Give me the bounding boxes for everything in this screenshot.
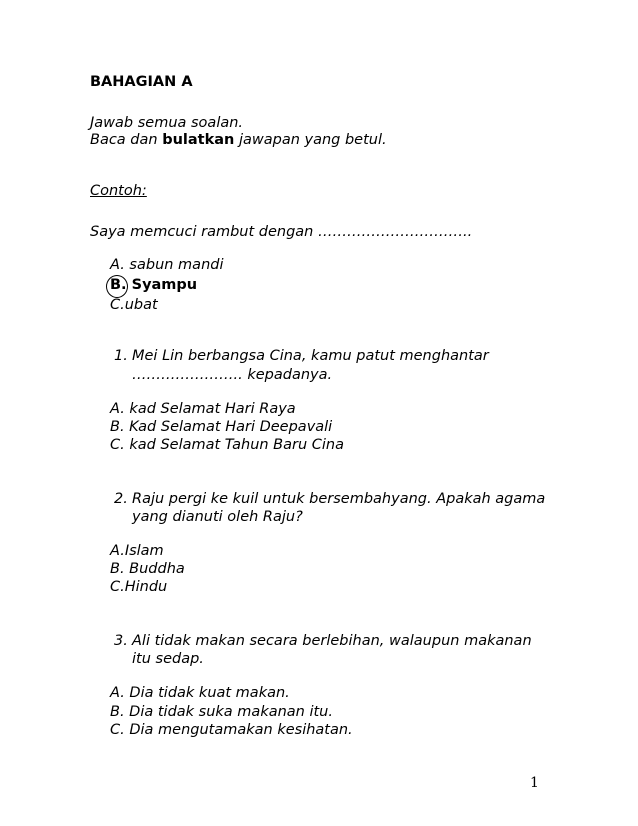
example-option-a xyxy=(110,256,224,274)
option-letter: C. xyxy=(110,297,125,313)
option-letter: B. xyxy=(110,277,127,293)
instruction-line-1: Jawab semua soalan. xyxy=(90,115,244,131)
instruction-line-2 xyxy=(90,131,387,149)
option-text: Kad Selamat Hari Deepavali xyxy=(129,419,333,435)
option-letter: B. xyxy=(110,704,125,720)
option-letter: C. xyxy=(110,579,125,595)
option-letter: B. xyxy=(110,419,125,435)
question-2-line-2: yang dianuti oleh Raju? xyxy=(132,509,303,525)
option-text: Buddha xyxy=(129,561,185,577)
question-1-option-b xyxy=(110,418,332,436)
option-text: Islam xyxy=(124,543,164,559)
question-3-option-b xyxy=(110,703,333,721)
question-1-option-a xyxy=(110,400,296,418)
option-text: Dia mengutamakan kesihatan. xyxy=(129,722,353,738)
option-text: Dia tidak kuat makan. xyxy=(129,685,290,701)
option-letter: B. xyxy=(110,561,125,577)
question-1-option-c xyxy=(110,436,344,454)
page-number: 1 xyxy=(530,775,539,791)
example-label: Contoh: xyxy=(90,183,147,199)
option-text: ubat xyxy=(124,297,158,313)
option-text: kad Selamat Hari Raya xyxy=(129,401,296,417)
example-option-c xyxy=(110,296,158,314)
option-letter: C. xyxy=(110,722,125,738)
question-3-option-a xyxy=(110,684,290,702)
option-text: Hindu xyxy=(124,579,168,595)
option-letter: C. xyxy=(110,437,125,453)
instruction-text-end: jawapan yang betul. xyxy=(234,132,387,148)
option-letter: A. xyxy=(110,257,125,273)
question-3-option-c xyxy=(110,721,353,739)
question-2-number: 2. xyxy=(114,491,128,507)
question-3-number: 3. xyxy=(114,633,128,649)
question-1-line-2: ………………….. kepadanya. xyxy=(132,367,333,383)
answer-circle xyxy=(106,275,128,298)
question-2-line-1: Raju pergi ke kuil untuk bersembahyang. Apakah agama xyxy=(132,491,546,507)
question-3-line-1: Ali tidak makan secara berlebihan, walaupun makanan xyxy=(132,633,532,649)
option-text: Dia tidak suka makanan itu. xyxy=(129,704,333,720)
question-1-number: 1. xyxy=(114,348,128,364)
question-2-option-a xyxy=(110,542,164,560)
option-letter: A. xyxy=(110,543,125,559)
option-text: sabun mandi xyxy=(129,257,224,273)
question-2-option-c xyxy=(110,578,167,596)
question-1-line-1: Mei Lin berbangsa Cina, kamu patut menghantar xyxy=(132,348,489,364)
instruction-text: Baca dan xyxy=(90,132,163,148)
instruction-emphasis: bulatkan xyxy=(162,132,235,148)
question-2-option-b xyxy=(110,560,185,578)
option-letter: A. xyxy=(110,401,125,417)
option-text: kad Selamat Tahun Baru Cina xyxy=(129,437,345,453)
example-question: Saya memcuci rambut dengan ………………………….. xyxy=(90,224,473,240)
section-title: BAHAGIAN A xyxy=(90,74,193,90)
question-3-line-2: itu sedap. xyxy=(132,651,204,667)
option-text: Syampu xyxy=(131,277,198,293)
option-letter: A. xyxy=(110,685,125,701)
